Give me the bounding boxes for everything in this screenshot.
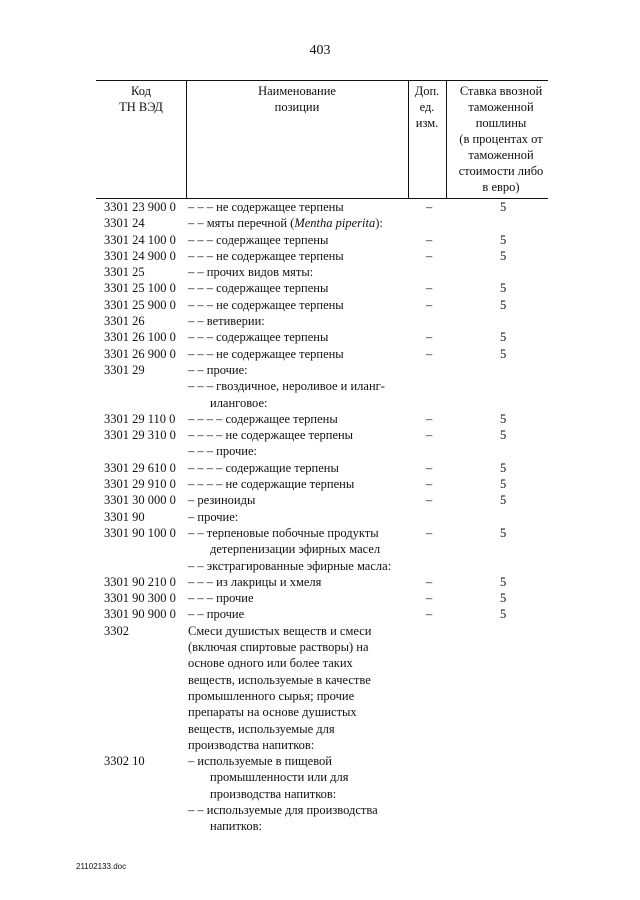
row-unit: – [426,525,433,540]
row-code: 3301 29 910 0 [104,477,176,492]
row-description-text: – – – не содержащее терпены [188,297,344,312]
row-description-text: – – – – не содержащие терпены [188,477,355,492]
row-description-text: – – прочие [188,607,245,622]
row-description-text: – – экстрагированные эфирные масла: [188,558,392,573]
row-description [188,509,238,525]
row-description [188,688,354,704]
row-description [188,492,255,508]
table-row [0,606,640,622]
table-row [0,639,640,655]
table-row [0,362,640,378]
header-rate [446,83,556,195]
row-description [188,606,244,622]
row-description [188,672,371,688]
table-row [0,329,640,345]
row-code: 3301 26 100 0 [104,330,176,345]
row-duty-rate: 5 [500,460,507,475]
row-unit: – [426,248,433,263]
row-duty-rate: 5 [500,248,507,263]
row-description-text: иланговое: [210,395,268,410]
table-row [0,574,640,590]
tariff-table-body [0,199,640,835]
row-description-text: – – – прочие [188,591,254,606]
table-row [0,346,640,362]
row-description-text: – – мяты перечной ( [188,216,295,231]
table-row [0,623,640,639]
row-description [188,313,265,329]
row-duty-rate: 5 [500,607,507,622]
header-code-line: ТН ВЭД [119,100,163,114]
row-description-text: – резиноиды [188,493,256,508]
row-description [188,558,391,574]
row-description-text: – – – содержащее терпены [188,232,329,247]
table-row [0,753,640,769]
table-row [0,215,640,231]
row-description [188,623,371,639]
row-description [188,802,378,818]
row-description-text: основе одного или более таких [188,656,353,671]
header-unit [408,83,446,131]
row-description-text: – – – – содержащее терпены [188,411,338,426]
row-description-text: – – – содержащее терпены [188,330,329,345]
row-description-text: – прочие: [188,509,239,524]
row-description-text: промышленного сырья; прочие [188,688,355,703]
table-row [0,802,640,818]
header-unit-line: изм. [415,116,439,130]
row-duty-rate: 5 [500,281,507,296]
row-description [188,411,338,427]
row-unit: – [426,607,433,622]
table-row [0,492,640,508]
row-duty-rate: 5 [500,200,507,214]
row-description-end: ): [375,216,383,231]
table-row [0,525,640,541]
row-unit: – [426,493,433,508]
row-description [188,443,257,459]
row-code: 3301 90 300 0 [104,591,176,606]
row-description-text: – – – не содержащее терпены [188,200,344,214]
row-description-text: – – используемые для производства [188,802,378,817]
row-code: 3301 26 900 0 [104,346,176,361]
row-unit: – [426,574,433,589]
row-duty-rate: 5 [500,411,507,426]
row-description-latin: Mentha piperita [294,216,376,231]
table-row [0,688,640,704]
row-code: 3301 90 [104,509,145,524]
table-row [0,378,640,394]
row-description [188,248,344,264]
row-description-text: веществ, используемые в качестве [188,672,371,687]
header-code-line: Код [131,84,151,98]
table-row [0,721,640,737]
table-row [0,443,640,459]
row-description-text: напитков: [210,819,262,834]
row-code: 3301 23 900 0 [104,200,176,214]
row-code: 3301 90 210 0 [104,574,176,589]
row-unit: – [426,281,433,296]
row-description [188,362,248,378]
row-description-text: (включая спиртовые растворы) на [188,640,369,655]
table-row [0,818,640,834]
row-duty-rate: 5 [500,330,507,345]
row-duty-rate: 5 [500,428,507,443]
row-description [188,215,383,231]
row-description-text: – – – не содержащее терпены [188,248,344,263]
row-description-text: – – – – содержащие терпены [188,460,339,475]
row-description [188,525,379,541]
row-description [188,346,344,362]
header-name-line: позиции [274,100,320,114]
row-description [210,395,267,411]
table-row [0,264,640,280]
table-row [0,232,640,248]
row-description-text: – – прочие: [188,362,248,377]
row-unit: – [426,477,433,492]
row-description [188,639,369,655]
table-row [0,248,640,264]
row-description-text: – – – не содержащее терпены [188,346,344,361]
row-duty-rate: 5 [500,346,507,361]
row-unit: – [426,460,433,475]
row-description [188,753,332,769]
header-code [96,83,186,115]
row-code: 3301 29 [104,362,145,377]
row-description-text: – – – содержащее терпены [188,281,329,296]
row-description-text: препараты на основе душистых [188,705,357,720]
table-row [0,411,640,427]
table-row [0,395,640,411]
row-description-text: – – – гвоздичное, нероливое и иланг- [188,379,385,394]
row-code: 3301 90 900 0 [104,607,176,622]
row-code: 3301 30 000 0 [104,493,176,508]
row-duty-rate: 5 [500,297,507,312]
row-description [210,769,349,785]
table-row [0,672,640,688]
row-unit: – [426,232,433,247]
row-description-text: промышленности или для [210,770,349,785]
row-code: 3301 25 [104,265,145,280]
table-row [0,704,640,720]
row-duty-rate: 5 [500,477,507,492]
table-row [0,737,640,753]
row-description-text: – – – из лакрицы и хмеля [188,574,322,589]
header-rate-line: таможенной [468,100,534,114]
table-row [0,427,640,443]
header-unit-line: ед. [419,100,435,114]
row-description [188,378,385,394]
header-name [186,83,408,115]
row-code: 3301 24 [104,216,145,231]
table-row [0,655,640,671]
row-description-text: веществ, используемые для [188,721,335,736]
table-row [0,541,640,557]
row-unit: – [426,330,433,345]
table-row [0,769,640,785]
row-description [188,329,328,345]
row-code: 3301 25 100 0 [104,281,176,296]
table-top-rule [96,80,548,81]
row-description-text: производства напитков: [210,786,337,801]
row-unit: – [426,200,433,214]
header-unit-line: Доп. [414,84,440,98]
table-row [0,313,640,329]
row-description [188,590,254,606]
row-unit: – [426,297,433,312]
row-unit: – [426,411,433,426]
table-row [0,199,640,215]
row-description [188,297,344,313]
row-description [188,232,328,248]
row-description [210,818,262,834]
header-rate-line: пошлины [475,116,527,130]
row-description [210,541,380,557]
row-duty-rate: 5 [500,591,507,606]
file-name-footer: 21102133.doc [76,862,127,871]
row-description-text: – – ветиверии: [188,314,265,329]
row-unit: – [426,346,433,361]
row-code: 3301 29 610 0 [104,460,176,475]
page-number: 403 [309,43,331,58]
header-name-line: Наименование [258,84,336,98]
table-row [0,297,640,313]
row-duty-rate: 5 [500,574,507,589]
row-description [188,737,314,753]
row-description-text: Смеси душистых веществ и смеси [188,623,372,638]
header-rate-line: стоимости либо [458,164,544,178]
header-rate-line: таможенной [468,148,534,162]
row-description [188,199,344,215]
table-row [0,509,640,525]
row-description [188,721,335,737]
header-rate-line: в евро) [482,180,520,194]
row-description-text: – – прочих видов мяты: [188,265,314,280]
row-duty-rate: 5 [500,232,507,247]
table-row [0,590,640,606]
row-description [188,460,339,476]
row-description [210,786,336,802]
row-code: 3301 24 100 0 [104,232,176,247]
row-code: 3301 24 900 0 [104,248,176,263]
row-description-text: производства напитков: [188,737,315,752]
row-code: 3301 26 [104,314,145,329]
header-rate-line: (в процентах от [459,132,543,146]
row-code: 3302 10 [104,754,145,769]
table-row [0,460,640,476]
table-row [0,476,640,492]
row-description-text: – – – – не содержащее терпены [188,428,354,443]
row-code: 3302 [104,623,129,638]
row-description-text: – используемые в пищевой [188,754,332,769]
row-code: 3301 90 100 0 [104,525,176,540]
row-unit: – [426,428,433,443]
row-description [188,427,353,443]
row-description-text: детерпенизации эфирных масел [210,542,381,557]
row-code: 3301 29 110 0 [104,411,176,426]
row-code: 3301 29 310 0 [104,428,176,443]
row-description [188,264,313,280]
header-rate-line: Ставка ввозной [459,84,543,98]
table-row [0,280,640,296]
row-duty-rate: 5 [500,493,507,508]
row-description-text: – – – прочие: [188,444,257,459]
table-row [0,786,640,802]
row-code: 3301 25 900 0 [104,297,176,312]
row-description [188,476,354,492]
row-description [188,280,328,296]
row-description [188,655,353,671]
row-duty-rate: 5 [500,525,507,540]
row-description [188,704,357,720]
row-unit: – [426,591,433,606]
row-description [188,574,321,590]
table-row [0,558,640,574]
row-description-text: – – терпеновые побочные продукты [188,525,379,540]
